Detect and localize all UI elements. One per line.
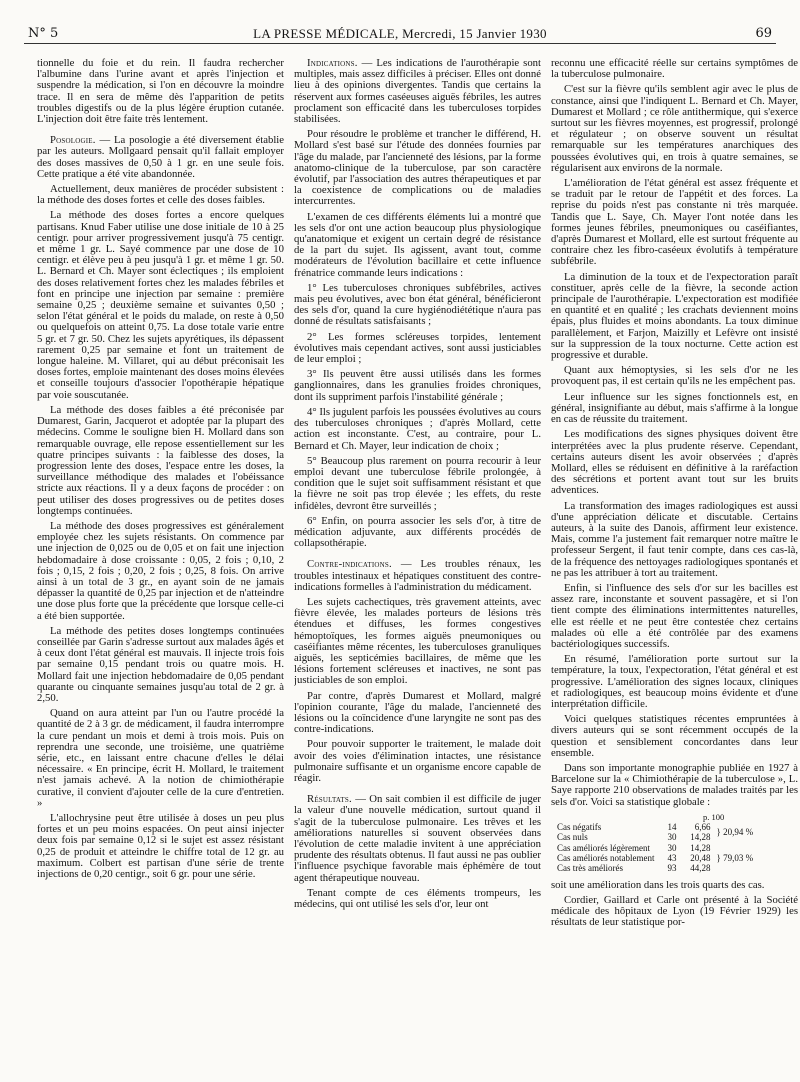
row-label: Cas améliorés notablement (557, 852, 655, 863)
table-header: p. 100 (703, 811, 725, 822)
list-item: 5° Beaucoup plus rarement on pourra recourir à leur emploi devant une tuberculose fébrile prolongée, à condition que le sujet soit suffisamment résistant et que la fièvre ne soit pas trop élevée ; les effets, du reste infidèles, devront être surveillés ; (294, 454, 541, 512)
row-percent: 20,48 (690, 852, 711, 863)
paragraph-resultats (294, 794, 541, 884)
row-count: 43 (667, 852, 677, 863)
issue-number: N° 5 (28, 26, 59, 41)
paragraph-text: — Les troubles rénaux, les troubles intestinaux et hépatiques constituent des contre-indications formelles à l'administration du médicament. (294, 558, 541, 593)
paragraph: soit une amélioration dans les trois quarts des cas. (551, 878, 765, 891)
paragraph: tionnelle du foie et du rein. Il faudra rechercher l'albumine dans l'urine avant et après l'injection et suspendre la médication, si l'on en découvre la moindre trace. Il en sera de même dès l'apparition de petits troubles digestifs ou de la plus légère éruption cutanée. L'injection doit être faite très lentement. (37, 58, 284, 126)
paragraph: La méthode des doses progressives est généralement employée chez les sujets résistants. On commence par une injection de 0,025 ou de 0,05 et on fait une injection hebdomadaire à dose croissante : 0,05, 2 fois ; 0,10, 2 fois ; 0,15, 2 fois ; 0,20, 2 fois ; 0,25, 8 fois. On arrive ainsi à un total de 3 gr., en ayant soin de ne jamais dépasser la quantité de 0,25 par injection et de n'atteindre une dose plus forte que la précédente que lorsque celle-ci a été bien supportée. (37, 519, 284, 622)
section-heading: Résultats. (307, 793, 352, 806)
paragraph: Quand on aura atteint par l'un ou l'autre procédé la quantité de 2 à 3 gr. de médicament, il faudra interrompre la cure pendant un mois et demi à trois mois. Puis on reprendra une seconde, une troisième, une quatrième série, etc., en laissant entre chacune d'elles le délai nécessaire. « En principe, écrit H. Mollard, le traitement n'est jamais achevé. A la notion de chimiothérapie curative, il convient d'ajouter celle de la cure d'entretien. » (37, 707, 284, 809)
paragraph-contre-indications (294, 559, 541, 593)
paragraph: La diminution de la toux et de l'expectoration paraît constituer, après celle de la fièvre, la seconde action principale de l'aurothérapie. L'expectoration est modifiée en quantité et en qualité ; les crachats deviennent moins épais, plus fluides et moins abondants. La toux diminue parallèlement, et Farjon, Maizilly et Lefèvre ont insisté sur la suppression de la toux nocturne. Cette action est progressive et durable. (551, 270, 798, 362)
section-heading: Indications. (307, 58, 358, 69)
paragraph-text: — La posologie a été diversement établie par les auteurs. Mollgaard pensait qu'il fallait employer des doses massives de 0,50 à 1 gr. en une seule fois. Cette pratique a été vite abandonnée. (37, 134, 284, 180)
paragraph: Leur influence sur les signes fonctionnels est, en général, insignifiante au début, mais s'affirme à la longue en cas de réussite du traitement. (551, 390, 798, 426)
column-3 (551, 58, 798, 1072)
page-header (24, 24, 776, 44)
paragraph: Par contre, d'après Dumarest et Mollard, malgré l'opinion courante, l'âge du malade, l'ancienneté des lésions ou la coïncidence d'une laryngite ne sont pas des contre-indications. (294, 689, 541, 736)
list-item: 4° Ils jugulent parfois les poussées évolutives au cours des tuberculoses chroniques ; d'après Mollard, cette action est inconstante. C'est, au contraire, pour L. Bernard et Ch. Mayer, leur indication de choix ; (294, 405, 541, 452)
paragraph: Les sujets cachectiques, très gravement atteints, avec fièvre élevée, les malades porteurs de lésions très étendues et diffuses, les formes congestives hémoptoïques, les formes aiguës pneumoniques ou caséifiantes même récentes, les tuberculoses granuliques aiguës, les septicémies bacillaires, de même que les lésions fortement scléreuses et inactives, ne sont pas justiciables de son emploi. (294, 595, 541, 687)
paragraph: L'allochrysine peut être utilisée à doses un peu plus fortes et un peu moins espacées. On peut ainsi injecter deux fois par semaine 0,12 si le sujet est assez résistant 0,25 de produit et atteindre le chiffre total de 12 gr. au maximum. Colbert est partisan d'une série de trente injections de 0,20 centigr., soit 6 gr. pour une série. (37, 812, 284, 881)
row-count: 14 (667, 822, 677, 833)
list-item: 2° Les formes scléreuses torpides, lentement évolutives mais cependant actives, sont aussi justiciables de leur emploi ; (294, 330, 541, 366)
paragraph: Enfin, si l'influence des sels d'or sur les bacilles est assez rare, inconstante et souvent passagère, et si l'on tient compte des éliminations intermittentes naturelles, elle est réelle et ne peut être contestée chez certains malades où elle a été contrôlée par des examens bactériologiques successifs. (551, 581, 798, 650)
row-label: Cas négatifs (557, 822, 602, 833)
paragraph: Dans son importante monographie publiée en 1927 à Barcelone sur la « Chimiothérapie de la tuberculose », L. Saye rapporte 210 observations de malades traités par les sels d'or. Voici sa statistique globale : (551, 761, 798, 808)
paragraph: reconnu une efficacité réelle sur certains symptômes de la tuberculose pulmonaire. (551, 58, 798, 81)
paragraph: La transformation des images radiologiques est aussi d'une appréciation délicate et discutable. Certains auteurs, à la suite des Danois, affirment leur existence. Mais, comme l'a justement fait remarquer notre maître le professeur Sergent, il faut tenir compte, dans ces cas-là, de la fréquence des nettoyages radiologiques spontanés et ne pas les attribuer à tort au traitement. (551, 499, 798, 579)
row-percent: 6,66 (694, 822, 711, 833)
row-count: 30 (667, 832, 677, 843)
paragraph: C'est sur la fièvre qu'ils semblent agir avec le plus de constance, ainsi que l'indiquent L. Bernard et Ch. Mayer, Dumarest et Mollard ; ce rôle antithermique, qui s'exerce surtout sur les fièvres moyennes, est progressif, prolongé et régulateur ; on observe souvent un résultat remarquable sur les températures anarchiques des poussées évolutives qui, en trois à quatre semaines, se régularisent aux environs de la normale. (551, 83, 798, 174)
row-label: Cas nuls (557, 832, 588, 843)
group-total: } 20,94 % (716, 827, 754, 838)
paragraph: Pour pouvoir supporter le traitement, le malade doit avoir des voies d'élimination intactes, une résistance pulmonaire suffisante et un organisme encore capable de réagir. (294, 738, 541, 784)
page-number: 69 (755, 26, 772, 41)
paragraph: La méthode des petites doses longtemps continuées conseillée par Garin s'adresse surtout aux malades âgés et à ceux dont l'état général est mauvais. Il injecte trois fois par semaine 0,15 pendant trois ou quatre mois. H. Mollard fait une injection hebdomadaire de 0,05 pendant quarante ou cinquante semaines jusqu'au total de 2 gr. à 2,50. (37, 624, 284, 704)
list-item: 1° Les tuberculoses chroniques subfébriles, actives mais peu évolutives, avec bon état général, bénéficieront des sels d'or, quand la cure hygiénodiététique n'aura pas donné de résultats satisfaisants ; (294, 281, 541, 328)
list-item: 3° Ils peuvent être aussi utilisés dans les formes ganglionnaires, dans les granulies froides chroniques, dont ils suppriment parfois l'instabilité générale ; (294, 368, 541, 403)
paragraph: Voici quelques statistiques récentes empruntées à divers auteurs qui se sont récemment occupés de la question et sensiblement concordantes dans leur ensemble. (551, 713, 798, 759)
paragraph: La méthode des doses faibles a été préconisée par Dumarest, Garin, Jacquerot et adoptée par la plupart des médecins. Comme le souligne bien H. Mollard dans son remarquable ouvrage, elle repose essentiellement sur les quatre principes suivants : la faiblesse des doses, la progression lente des doses, l'espace entre les doses, la surveillance méthodique des malades et l'obéissance stricte aux réactions. Il y a deux façons de procéder : on peut utiliser des doses progressives ou de petites doses longtemps continuées. (37, 403, 284, 517)
paragraph: En résumé, l'amélioration porte surtout sur la température, la toux, l'expectoration, l'état général et est progressive. L'amélioration des signes locaux, cliniques et radiologiques, est beaucoup moins évidente et d'une interprétation difficile. (551, 653, 798, 710)
paragraph-indications (294, 58, 541, 125)
row-label: Cas très améliorés (557, 863, 623, 874)
column-2 (294, 58, 541, 1072)
journal-title: LA PRESSE MÉDICALE, Mercredi, 15 Janvier 1930 (253, 26, 547, 41)
row-label: Cas améliorés légèrement (557, 842, 650, 853)
group-total: } 79,03 % (716, 852, 754, 863)
section-heading: Contre-indications. (307, 558, 392, 571)
paragraph: Les modifications des signes physiques doivent être interprétées avec la plus prudente réserve. Cependant, certains auteurs disent les avoir observées ; d'après Mollard, elles se réduisent en définitive à la raréfaction des sécrétions et portent avant tout sur les bruits adventices. (551, 428, 798, 497)
paragraph-text: — Les indications de l'aurothérapie sont multiples, mais assez difficiles à préciser. Elles ont donné lieu à des opinions divergentes. Tandis que certains la réservent aux formes caséeuses aiguës fébriles, les autres proclament son efficacité dans les tuberculoses torpides stabilisées. (294, 58, 541, 126)
section-heading: Posologie. (50, 134, 96, 147)
paragraph: L'examen de ces différents éléments lui a montré que les sels d'or ont une action beaucoup plus physiologique qu'anatomique et exigent un certain degré de résistance de la part du sujet. Ils agissent, avant tout, comme modérateurs de l'évolution bacillaire et cette influence frénatrice commande leurs indications : (294, 210, 541, 279)
paragraph: Cordier, Gaillard et Carle ont présenté à la Société médicale des hôpitaux de Lyon (19 Février 1929) les résultats de leur statistique por- (551, 893, 798, 929)
table-row (555, 843, 755, 853)
paragraph: La méthode des doses fortes a encore quelques partisans. Knud Faber utilise une dose initiale de 10 à 25 centigr. pour arriver progressivement jusqu'à 75 centigr. et même 1 gr. L. Sayé commence par une dose de 10 centigr. et élève peu à peu jusqu'à 1 gr. et même 1 gr. 50. L. Bernard et Ch. Mayer sont éclectiques ; ils emploient des doses relativement fortes chez les malades fébriles et font en principe une injection par semaine : première semaine 0,25 ; deuxième semaine et suivantes 0,50 ; selon l'état général et le poids du malade, on reste à 0,50 ou quelquefois on atteint 0,75. La dose totale varie entre 5 gr. et 7 gr. 50. Chez les sujets apyrétiques, ils dépassent rarement 0,25 par semaine et font un traitement de longue haleine. M. Villaret, qui au début préconisait les doses fortes, emploie maintenant des doses moins élevées et conseille toujours d'associer l'opothérapie hépatique par voie souscutanée. (37, 209, 284, 401)
paragraph-posologie (37, 135, 284, 180)
column-1 (37, 58, 284, 1072)
paragraph: Tenant compte de ces éléments trompeurs, les médecins, qui ont utilisé les sels d'or, leur ont (294, 886, 541, 911)
row-percent: 14,28 (690, 842, 711, 853)
paragraph: L'amélioration de l'état général est assez fréquente et se traduit par le retour de l'appétit et des forces. La reprise du poids n'est pas constante ni très marquée. Tandis que L. Saye, Ch. Mayer l'ont notée dans les formes jeunes fébriles, pneumoniques ou caséifiantes, d'après Dumarest et Mollard, elle est surtout fréquente au contraire chez les fibro-caséeux évolutifs à température subfébrile. (551, 177, 798, 268)
table-row (555, 822, 755, 832)
statistics-table (555, 812, 798, 874)
list-item: 6° Enfin, on pourra associer les sels d'or, à titre de médication adjuvante, aux différents procédés de collapsothérapie. (294, 514, 541, 550)
paragraph: Actuellement, deux manières de procéder subsistent : la méthode des doses fortes et celle des doses faibles. (37, 183, 284, 207)
row-percent: 14,28 (690, 832, 711, 843)
row-percent: 44,28 (690, 863, 711, 874)
row-count: 30 (667, 842, 677, 853)
row-count: 93 (667, 863, 677, 874)
paragraph-text: — On sait combien il est difficile de juger la valeur d'une nouvelle médication, surtout quand il s'agit de la tuberculose pulmonaire. Les trêves et les améliorations naturelles si souvent observées dans l'évolution de cette maladie invitent à une appréciation prudente des résultats obtenus. Il faut aussi ne pas oublier l'influence psychique favorable mais éphémère de tout agent thérapeutique nouveau. (294, 793, 541, 884)
paragraph: Pour résoudre le problème et trancher le différend, H. Mollard s'est basé sur l'étude des données fournies par l'âge du malade, par l'ancienneté des lésions, par la forme anatomo-clinique de la tuberculose, par son caractère évolutif, par l'association des autres thérapeutiques et par la coexistence de complications ou de maladies intercurrentes. (294, 128, 541, 208)
paragraph: Quant aux hémoptysies, si les sels d'or ne les provoquent pas, il est certain qu'ils ne les empêchent pas. (551, 364, 798, 388)
